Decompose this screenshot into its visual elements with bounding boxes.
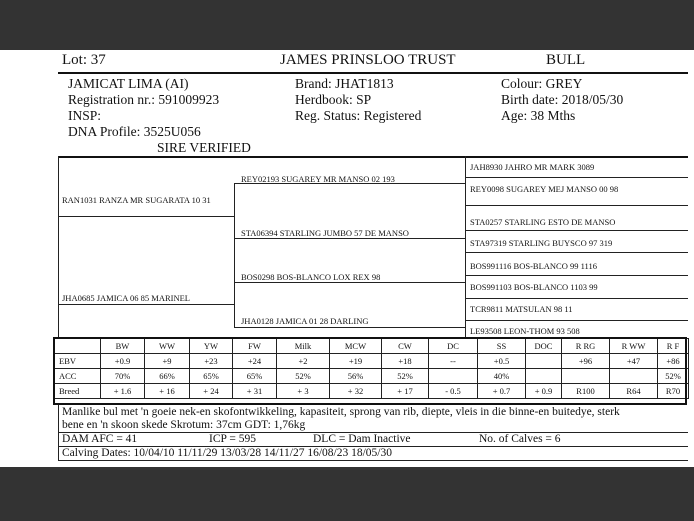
description-line-1: Manlike bul met 'n goeie nek-en skofontwikkeling, kapasiteit, sprong van rib, diepte, vleis in die binne-en buitedye, sterk (62, 406, 620, 418)
header-cell: DOC (526, 339, 562, 354)
dam-dam-line (234, 327, 465, 328)
dam-dam-name: JHA0128 JAMICA 01 28 DARLING (241, 316, 369, 326)
birth-date: Birth date: 2018/05/30 (501, 92, 624, 107)
table-cell: +0.9 (101, 354, 145, 369)
ds-sire-name: BOS991116 BOS-BLANCO 99 1116 (470, 261, 597, 271)
table-cell: 56% (330, 369, 382, 384)
header-cell: CW (382, 339, 429, 354)
table-cell: +0.5 (478, 354, 526, 369)
table-cell: + 1.6 (101, 384, 145, 399)
sd-sire-name: STA0257 STARLING ESTO DE MANSO (470, 217, 616, 227)
age: Age: 38 Mths (501, 108, 576, 123)
sire-dam-line (234, 238, 465, 239)
table-cell (526, 354, 562, 369)
pedigree-col3-border (465, 156, 466, 338)
insp-label: INSP: (68, 108, 102, 123)
header-cell: BW (101, 339, 145, 354)
table-cell: + 16 (145, 384, 190, 399)
table-cell: + 3 (277, 384, 330, 399)
registration-number: Registration nr.: 591009923 (68, 92, 220, 107)
header-cell: FW (233, 339, 277, 354)
gen3-line-6 (465, 298, 688, 299)
table-cell: + 32 (330, 384, 382, 399)
table-cell (610, 369, 658, 384)
ds-dam-name: BOS991103 BOS-BLANCO 1103 99 (470, 282, 598, 292)
table-cell: +2 (277, 354, 330, 369)
sire-sire-line (234, 183, 465, 184)
header-cell: Milk (277, 339, 330, 354)
header-cell: R RG (562, 339, 610, 354)
dna-profile: DNA Profile: 3525U056 (68, 124, 201, 139)
colour: Colour: GREY (501, 76, 583, 91)
table-cell: 65% (190, 369, 233, 384)
table-cell: 65% (233, 369, 277, 384)
reg-status: Reg. Status: Registered (295, 108, 422, 123)
sd-dam-name: STA97319 STARLING BUYSCO 97 319 (470, 238, 613, 248)
header-cell: DC (429, 339, 478, 354)
table-cell: +96 (562, 354, 610, 369)
sire-name: RAN1031 RANZA MR SUGARATA 10 31 (62, 195, 211, 205)
animal-name: JAMICAT LIMA (AI) (68, 76, 189, 91)
table-cell: + 0.7 (478, 384, 526, 399)
sire-dam-name: STA06394 STARLING JUMBO 57 DE MANSO (241, 228, 409, 238)
dam-sire-name: BOS0298 BOS-BLANCO LOX REX 98 (241, 272, 381, 282)
description-line-2: bene en 'n skoon skede Skrotum: 37cm GDT: 1,76kg (62, 419, 306, 431)
table-cell: + 0.9 (526, 384, 562, 399)
gen3-line-4 (465, 252, 688, 253)
row-label: Breed (55, 384, 101, 399)
header-cell: R WW (610, 339, 658, 354)
table-cell: + 17 (382, 384, 429, 399)
dd-sire-name: TCR9811 MATSULAN 98 11 (470, 304, 573, 314)
gen3-line-3 (465, 230, 688, 231)
icp: ICP = 595 (209, 433, 256, 445)
gen3-line-7 (465, 320, 688, 321)
table-cell: + 24 (190, 384, 233, 399)
sire-connector (234, 183, 235, 288)
ebv-table (54, 338, 689, 399)
table-cell: +47 (610, 354, 658, 369)
dlc: DLC = Dam Inactive (313, 433, 411, 445)
table-cell: R100 (562, 384, 610, 399)
table-row (55, 384, 689, 399)
herdbook: Herdbook: SP (295, 92, 372, 107)
table-row (55, 354, 689, 369)
ebv-header-row (55, 339, 689, 354)
ss-sire-name: JAH8930 JAHRO MR MARK 3089 (470, 162, 595, 172)
header-cell: WW (145, 339, 190, 354)
table-cell: 70% (101, 369, 145, 384)
lot-number: Lot: 37 (62, 52, 106, 68)
gen3-line-1 (465, 177, 688, 178)
table-cell: +19 (330, 354, 382, 369)
brand: Brand: JHAT1813 (295, 76, 394, 91)
header-cell: YW (190, 339, 233, 354)
table-row (55, 369, 689, 384)
row-label: ACC (55, 369, 101, 384)
header-cell: MCW (330, 339, 382, 354)
gen3-line-5 (465, 275, 688, 276)
row-label: EBV (55, 354, 101, 369)
table-cell: +9 (145, 354, 190, 369)
table-cell: + 31 (233, 384, 277, 399)
table-cell (526, 369, 562, 384)
table-cell: R64 (610, 384, 658, 399)
header-cell (55, 339, 101, 354)
table-cell: +86 (658, 354, 689, 369)
table-cell: 40% (478, 369, 526, 384)
table-cell (429, 369, 478, 384)
dam-sire-line (234, 282, 465, 283)
dam-connector (234, 282, 235, 327)
header-cell: R F (658, 339, 689, 354)
header-divider (58, 72, 688, 74)
sire-verified: SIRE VERIFIED (157, 140, 251, 155)
pedigree-left-border (58, 156, 59, 338)
gen3-line-2 (465, 205, 688, 206)
table-cell: 52% (658, 369, 689, 384)
table-cell: +18 (382, 354, 429, 369)
table-cell: R70 (658, 384, 689, 399)
table-cell: - 0.5 (429, 384, 478, 399)
header-cell: SS (478, 339, 526, 354)
dam-line (58, 304, 234, 305)
dam-afc: DAM AFC = 41 (62, 433, 138, 445)
dam-name: JHA0685 JAMICA 06 85 MARINEL (62, 293, 190, 303)
table-cell: +24 (233, 354, 277, 369)
number-of-calves: No. of Calves = 6 (479, 433, 561, 445)
dd-dam-name: LE93508 LEON-THOM 93 508 (470, 326, 580, 336)
table-cell (562, 369, 610, 384)
notes-bottom-border (58, 460, 688, 461)
calving-dates: Calving Dates: 10/04/10 11/11/29 13/03/28 14/11/27 16/08/23 18/05/30 (62, 447, 392, 459)
ss-dam-name: REY0098 SUGAREY MEJ MANSO 00 98 (470, 184, 619, 194)
sire-line (58, 216, 234, 217)
table-cell: 52% (277, 369, 330, 384)
sire-sire-name: REY02193 SUGAREY MR MANSO 02 193 (241, 174, 395, 184)
pedigree-top-border (58, 156, 688, 158)
lot-sheet (0, 50, 694, 467)
table-cell: -- (429, 354, 478, 369)
owner-name: JAMES PRINSLOO TRUST (280, 52, 456, 68)
table-cell: +23 (190, 354, 233, 369)
table-cell: 66% (145, 369, 190, 384)
animal-type: BULL (546, 52, 586, 68)
table-cell: 52% (382, 369, 429, 384)
